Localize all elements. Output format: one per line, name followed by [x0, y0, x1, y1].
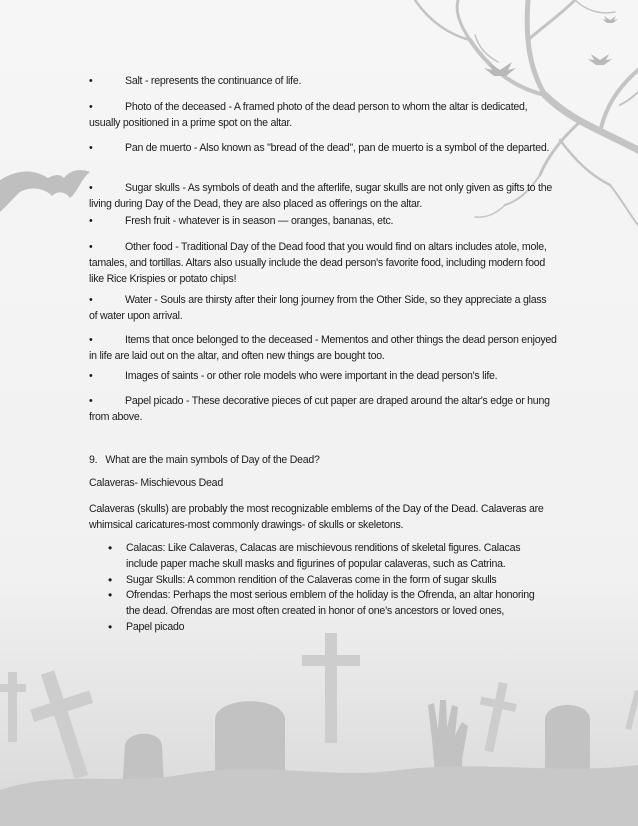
subheading: Calaveras- Mischievous Dead: [89, 477, 223, 489]
bullet-text: Pan de muerto - Also known as "bread of the dead", pan de muerto is a symbol of the departed.: [125, 142, 550, 154]
bullet-text: Other food - Traditional Day of the Dead food that you would find on altars includes atole, mole, tamales, and tortillas. Altars also usually include the dead person's favorite food, including modern food like Rice Krispies or potato chips!: [89, 241, 547, 285]
bullet-symbol: •: [89, 182, 93, 194]
intro-paragraph: Calaveras (skulls) are probably the most recognizable emblems of the Day of the Dead. Calaveras are whimsical caricatures-most commonly drawings- of skulls or skeletons.: [89, 503, 544, 531]
bullet-symbol: •: [89, 101, 93, 113]
bullet-symbol: •: [89, 215, 93, 227]
bullet-symbol: •: [89, 75, 93, 87]
bullet-text: Fresh fruit - whatever is in season — oranges, bananas, etc.: [125, 215, 394, 227]
bullet-photo: [89, 100, 557, 132]
bullet-text: Images of saints - or other role models who were important in the dead person's life.: [125, 370, 498, 382]
bullet-symbol: •: [89, 241, 93, 253]
list-item-papel-picado: • Papel picado: [108, 620, 540, 636]
symbols-list: [108, 541, 540, 636]
bullet-text: Water - Souls are thirsty after their long journey from the Other Side, so they appreciate a glass of water upon arrival.: [89, 294, 547, 322]
bullet-text: Salt - represents the continuance of life.: [125, 75, 302, 87]
list-item-ofrendas: • Ofrendas: Perhaps the most serious emblem of the holiday is the Ofrenda, an altar honoring the dead. Ofrendas are most often created in honor of one’s ancestors or loved ones,: [108, 588, 540, 620]
bullet-symbol: •: [89, 395, 93, 407]
list-item-sugar-skulls: • Sugar Skulls: A common rendition of the Calaveras come in the form of sugar skulls: [108, 573, 540, 589]
bullet-symbol: •: [89, 294, 93, 306]
bullet-papel-picado: [89, 394, 557, 426]
bullet-water: [89, 293, 557, 325]
bullet-images-of-saints: [89, 369, 557, 385]
list-item-calacas: • Calacas: Like Calaveras, Calacas are mischievous renditions of skeletal figures. Calacas include paper mache skull masks and figurines of popular calaveras, such as Catrina.: [108, 541, 540, 573]
bullet-text: Papel picado - These decorative pieces of cut paper are draped around the altar's edge or hung from above.: [89, 395, 550, 423]
bullet-symbol: •: [89, 370, 93, 382]
bullet-pan-de-muerto: [89, 141, 557, 157]
bullet-salt: [89, 74, 557, 90]
bullet-other-food: [89, 240, 557, 287]
bullet-symbol: •: [89, 334, 93, 346]
bullet-symbol: •: [89, 142, 93, 154]
question-heading: 9. What are the main symbols of Day of the Dead?: [89, 454, 320, 466]
bullet-text: Sugar skulls - As symbols of death and the afterlife, sugar skulls are not only given as gifts to the living during Day of the Dead, they are also placed as offerings on the altar.: [89, 182, 552, 210]
bullet-text: Items that once belonged to the deceased - Mementos and other things the dead person enjoyed in life are laid out on the altar, and often new things are bought too.: [89, 334, 557, 362]
bullet-fresh-fruit: [89, 214, 557, 230]
bullet-text: Photo of the deceased - A framed photo of the dead person to whom the altar is dedicated, usually positioned in a prime spot on the altar.: [89, 101, 528, 129]
bullet-sugar-skulls: [89, 181, 557, 213]
bullet-belongings: [89, 333, 557, 365]
